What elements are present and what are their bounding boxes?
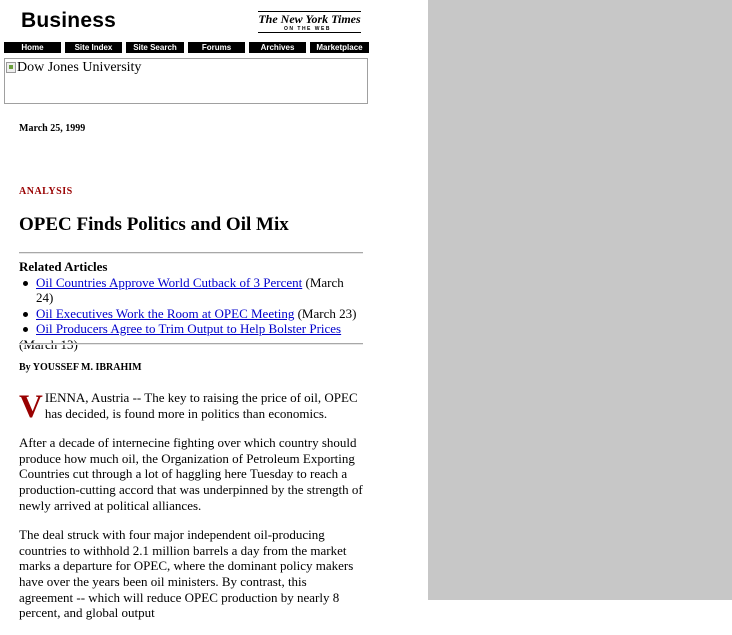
nyt-logo-sub: ON THE WEB	[284, 26, 331, 32]
nyt-logo-name: The New York Times	[258, 12, 361, 26]
ad-alt-text: Dow Jones University	[17, 60, 142, 75]
article-date: March 25, 1999	[19, 123, 86, 134]
article-paragraph	[19, 389, 363, 425]
article-paragraph: The deal struck with four major independent oil-producing countries to withhold 2.1 million barrels a day from the market marks a departure for OPEC, where the dominant policy makers have over the years been oil ministers. By contrast, this agreement -- which will reduce OPEC production by nearly 8 percent, and global output	[19, 527, 354, 621]
divider-top	[19, 252, 363, 254]
section-title: Business	[21, 9, 116, 32]
nav-bar	[4, 42, 369, 53]
article-paragraph: After a decade of internecine fighting over which country should produce how much oil, the Organization of Petroleum Exporting Countries cut through a lot of haggling here Tuesday to reach a production-cutting accord that was underpinned by the strength of newly arrived at political alliances.	[19, 435, 363, 513]
nyt-logo-rule	[258, 32, 361, 33]
article-paragraph-text: IENNA, Austria -- The key to raising the price of oil, OPEC has decided, is found more in politics than economics.	[44, 390, 358, 421]
right-gray-panel	[428, 0, 732, 600]
nav-archives[interactable]: Archives	[249, 42, 306, 53]
nav-home[interactable]: Home	[4, 42, 61, 53]
nav-site-index[interactable]: Site Index	[65, 42, 122, 53]
related-article-link[interactable]: Oil Countries Approve World Cutback of 3 Percent	[36, 274, 303, 290]
article-byline: By YOUSSEF M. IBRAHIM	[19, 362, 142, 373]
nav-marketplace[interactable]: Marketplace	[310, 42, 369, 53]
related-article-item	[19, 275, 363, 306]
article-kicker: ANALYSIS	[19, 186, 73, 197]
related-articles-title: Related Articles	[19, 259, 108, 274]
divider-bottom	[19, 343, 363, 345]
article-body	[19, 390, 363, 635]
drop-cap: V	[19, 389, 43, 425]
related-article-item	[19, 321, 363, 352]
related-article-date: (March 23)	[294, 305, 357, 321]
related-articles	[19, 259, 363, 352]
related-articles-list	[19, 275, 363, 353]
article-headline: OPEC Finds Politics and Oil Mix	[19, 214, 289, 235]
ad-banner[interactable]	[4, 58, 368, 104]
nyt-logo[interactable]	[258, 11, 361, 34]
related-article-link[interactable]: Oil Executives Work the Room at OPEC Meeting	[36, 305, 295, 321]
ad-banner-alt	[6, 60, 141, 76]
nav-site-search[interactable]: Site Search	[126, 42, 184, 53]
broken-image-icon	[6, 62, 16, 73]
related-article-date: (March 13)	[19, 336, 78, 352]
related-article-date: (March 24)	[36, 274, 344, 305]
related-article-item	[19, 306, 363, 322]
related-article-link[interactable]: Oil Producers Agree to Trim Output to Help Bolster Prices	[36, 321, 342, 336]
nav-forums[interactable]: Forums	[188, 42, 245, 53]
